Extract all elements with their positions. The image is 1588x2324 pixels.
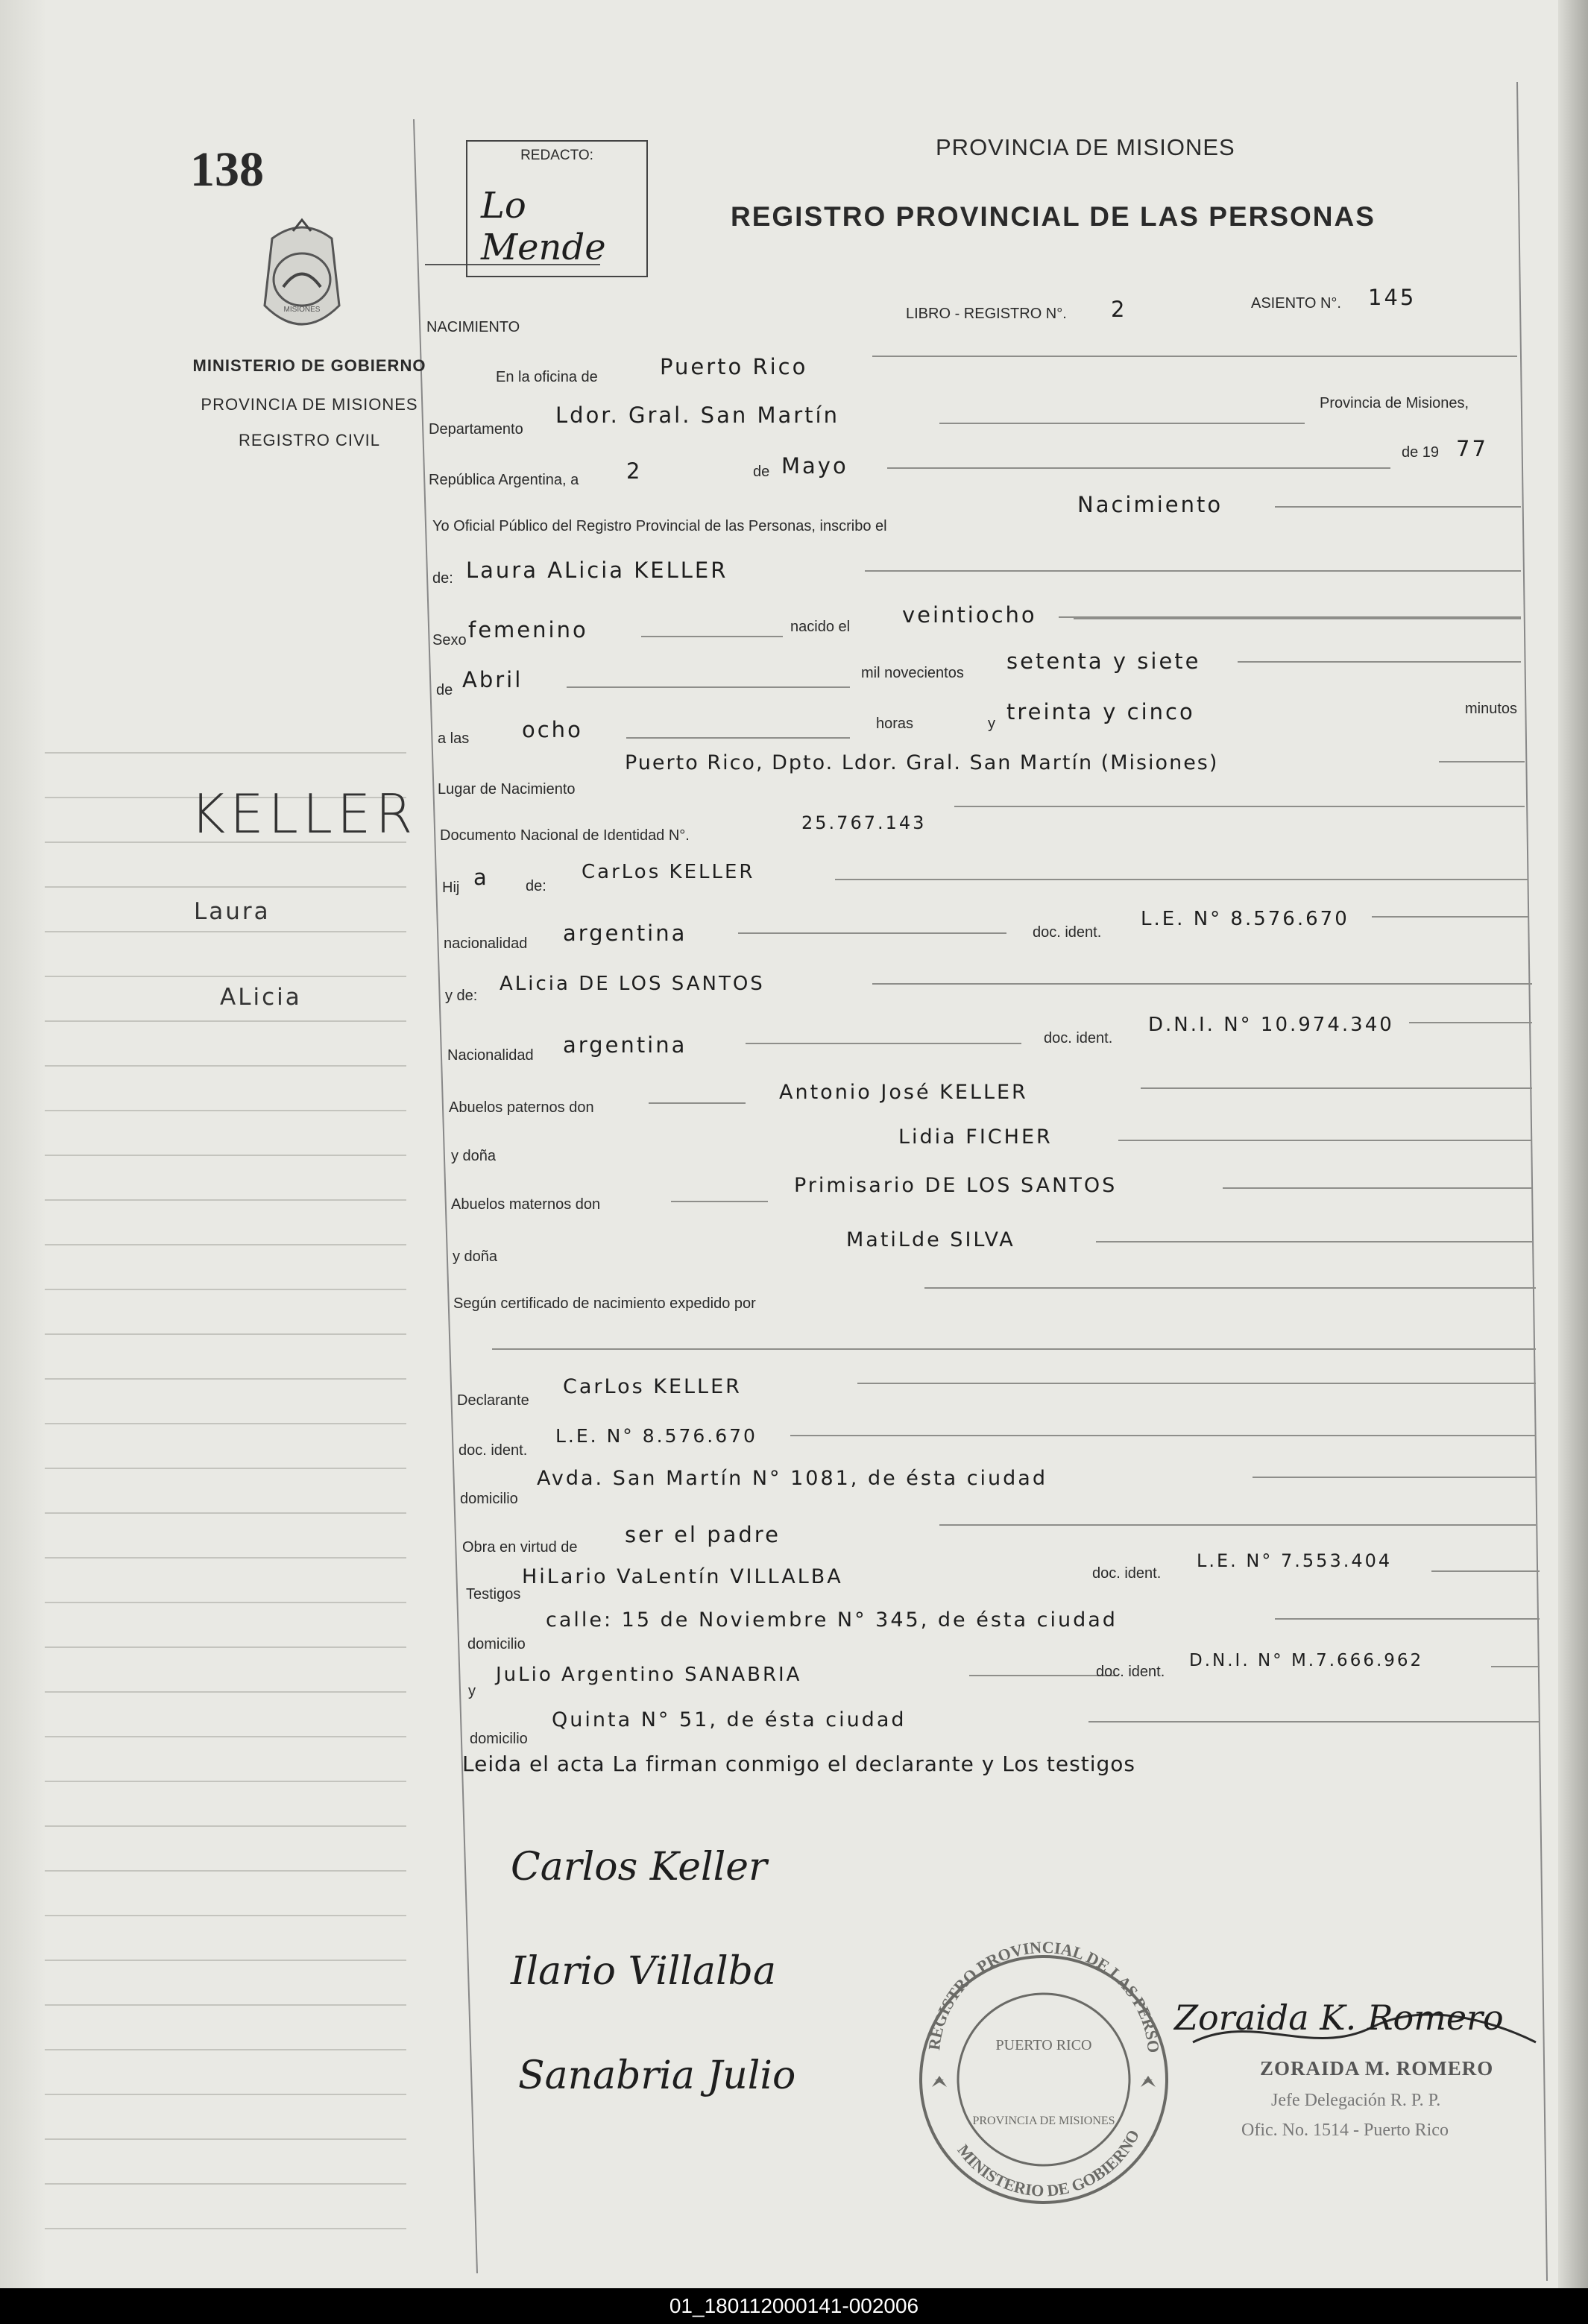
nacionalidad-madre-label: Nacionalidad: [447, 1047, 534, 1064]
padre-value: CarLos KELLER: [582, 861, 755, 883]
sexo-label: Sexo: [432, 632, 467, 648]
signature-official: Zoraida K. Romero: [1174, 1998, 1504, 2038]
libro-value: 2: [1111, 297, 1127, 322]
nacionalidad-label: nacionalidad: [444, 935, 528, 952]
oficina-label: En la oficina de: [496, 369, 598, 385]
sexo-value: femenino: [468, 617, 588, 642]
departamento-value: Ldor. Gral. San Martín: [555, 402, 839, 428]
margin-name-2: ALicia: [220, 984, 302, 1011]
redacto-box: [466, 140, 648, 277]
domicilio-testigo2-value: Quinta N° 51, de ésta ciudad: [552, 1708, 907, 1731]
document-page: [45, 0, 1558, 2288]
doc-declarante-value: L.E. N° 8.576.670: [555, 1425, 757, 1447]
folio-number: 138: [190, 142, 264, 197]
abuela-materna-value: MatiLde SILVA: [846, 1228, 1015, 1251]
image-id-footer: 01_180112000141-002006: [0, 2288, 1588, 2324]
official-seal: [921, 1938, 1167, 2203]
testigo1-value: HiLario VaLentín VILLALBA: [522, 1565, 843, 1588]
registro-heading: REGISTRO PROVINCIAL DE LAS PERSONAS: [731, 201, 1376, 232]
madre-value: ALicia DE LOS SANTOS: [500, 973, 765, 995]
registro-civil-label: REGISTRO CIVIL: [238, 431, 381, 449]
asiento-value: 145: [1368, 285, 1417, 310]
signature-testigo2: Sanabria Julio: [518, 2053, 796, 2098]
de-label: de: [753, 464, 770, 480]
minutos-value: treinta y cinco: [1006, 699, 1195, 724]
nacionalidad-padre-value: argentina: [563, 921, 687, 946]
provincia-misiones-label: Provincia de Misiones,: [1320, 395, 1469, 411]
oficina-value: Puerto Rico: [660, 354, 808, 379]
y-de-label: y de:: [445, 988, 478, 1004]
domicilio-label: domicilio: [460, 1491, 518, 1507]
de-nombre-label: de:: [432, 570, 453, 587]
declarante-label: Declarante: [457, 1392, 529, 1409]
doc-ident-label: doc. ident.: [1033, 924, 1102, 941]
svg-text:PROVINCIA DE MISIONES: PROVINCIA DE MISIONES: [972, 2115, 1115, 2127]
doc-ident-testigo1-label: doc. ident.: [1092, 1565, 1162, 1582]
testigos-label: Testigos: [466, 1586, 521, 1603]
svg-text:MISIONES: MISIONES: [283, 306, 321, 314]
provincia-left-label: PROVINCIA DE MISIONES: [201, 395, 418, 414]
nacimiento-label: NACIMIENTO: [426, 319, 520, 335]
abuelo-paterno-value: Antonio José KELLER: [779, 1081, 1028, 1104]
nombre-value: Laura ALicia KELLER: [466, 558, 728, 583]
dia-value: 2: [626, 458, 643, 484]
domicilio-testigo1-value: calle: 15 de Noviembre N° 345, de ésta ciudad: [546, 1608, 1118, 1632]
page-edge: [1558, 0, 1588, 2288]
margin-surname: KELLER: [190, 783, 418, 845]
right-form-border: [1517, 82, 1547, 2281]
abuelo-materno-value: Primisario DE LOS SANTOS: [794, 1174, 1118, 1197]
abuelos-maternos-label: Abuelos maternos don: [451, 1196, 601, 1213]
left-margin-rules: [45, 753, 406, 2229]
asiento-label: ASIENTO N°.: [1251, 295, 1341, 312]
y-dona-materna-label: y doña: [453, 1248, 498, 1265]
doc-ident-madre-label: doc. ident.: [1044, 1030, 1113, 1046]
documento-label: Documento Nacional de Identidad N°.: [440, 827, 690, 844]
doc-testigo2-value: D.N.I. N° M.7.666.962: [1189, 1651, 1424, 1670]
anio-value: 77: [1456, 436, 1488, 461]
y-testigo-label: y: [468, 1683, 476, 1699]
redacto-signature: Lo Mende: [481, 185, 606, 268]
anio-nac-value: setenta y siete: [1006, 648, 1201, 674]
abuela-paterna-value: Lidia FICHER: [898, 1125, 1053, 1149]
de-mes-label: de: [436, 682, 453, 698]
doc-ident-declarante-label: doc. ident.: [459, 1442, 528, 1459]
libro-label: LIBRO - REGISTRO N°.: [906, 306, 1067, 322]
domicilio-testigo2-label: domicilio: [470, 1731, 528, 1747]
stamp-role: Jefe Delegación R. P. P.: [1271, 2091, 1441, 2110]
leida-statement: Leida el acta La firman conmigo el declarante y Los testigos: [462, 1752, 1135, 1776]
declarante-value: CarLos KELLER: [563, 1375, 742, 1398]
nacionalidad-madre-value: argentina: [563, 1032, 687, 1058]
mes-nac-value: Abril: [462, 667, 523, 692]
republica-label: República Argentina, a: [429, 472, 579, 488]
inscribo-value: Nacimiento: [1077, 492, 1223, 517]
segun-label: Según certificado de nacimiento expedido por: [453, 1295, 756, 1312]
redacto-label: REDACTO:: [520, 148, 593, 163]
de-padre-label: de:: [526, 878, 546, 894]
y-label: y: [988, 716, 995, 732]
form-rules: [45, 0, 1558, 2288]
doc-madre-value: D.N.I. N° 10.974.340: [1148, 1014, 1394, 1036]
doc-ident-testigo2-label: doc. ident.: [1096, 1664, 1165, 1680]
mes-value: Mayo: [781, 453, 848, 479]
abuelos-paternos-label: Abuelos paternos don: [449, 1099, 594, 1116]
documento-value: 25.767.143: [801, 812, 927, 833]
testigo2-value: JuLio Argentino SANABRIA: [496, 1664, 802, 1686]
lugar-value: Puerto Rico, Dpto. Ldor. Gral. San Martín (Misiones): [625, 751, 1219, 774]
alas-label: a las: [438, 730, 470, 747]
obra-label: Obra en virtud de: [462, 1539, 578, 1556]
mil-novecientos-label: mil novecientos: [861, 665, 964, 681]
nacido-label: nacido el: [790, 619, 851, 635]
doc-padre-value: L.E. N° 8.576.670: [1141, 908, 1349, 930]
horas-value: ocho: [522, 717, 583, 742]
domicilio-value: Avda. San Martín N° 1081, de ésta ciudad: [537, 1467, 1047, 1490]
nacido-value: veintiocho: [902, 602, 1037, 628]
yo-oficial-label: Yo Oficial Público del Registro Provincial de las Personas, inscribo el: [432, 518, 887, 534]
y-dona-label: y doña: [451, 1148, 497, 1164]
horas-label: horas: [876, 716, 914, 732]
stamp-name: ZORAIDA M. ROMERO: [1260, 2057, 1494, 2080]
obra-value: ser el padre: [625, 1522, 781, 1547]
hij-value: a: [473, 865, 489, 890]
minutos-label: minutos: [1465, 701, 1518, 717]
doc-testigo1-value: L.E. N° 7.553.404: [1197, 1550, 1393, 1571]
svg-text:MINISTERIO DE GOBIERNO: MINISTERIO DE GOBIERNO: [954, 2126, 1144, 2200]
svg-text:REGISTRO PROVINCIAL DE LAS PER: REGISTRO PROVINCIAL DE LAS PERSONAS: [924, 1937, 1164, 2083]
departamento-label: Departamento: [429, 421, 523, 438]
margin-name-1: Laura: [194, 898, 271, 925]
book-spine-edge: [0, 0, 45, 2288]
signature-declarante: Carlos Keller: [511, 1845, 767, 1889]
svg-text:PUERTO RICO: PUERTO RICO: [995, 2037, 1092, 2053]
de-anio-label: de 19: [1402, 444, 1440, 461]
province-crest-icon: [265, 220, 339, 324]
hij-label: Hij: [442, 880, 460, 896]
provincia-heading: PROVINCIA DE MISIONES: [936, 134, 1235, 160]
lugar-label: Lugar de Nacimiento: [438, 781, 576, 798]
domicilio-testigo1-label: domicilio: [467, 1636, 526, 1652]
signature-testigo1: Ilario Villalba: [511, 1949, 776, 1994]
stamp-office: Ofic. No. 1514 - Puerto Rico: [1241, 2121, 1449, 2140]
ministerio-label: MINISTERIO DE GOBIERNO: [192, 356, 426, 375]
